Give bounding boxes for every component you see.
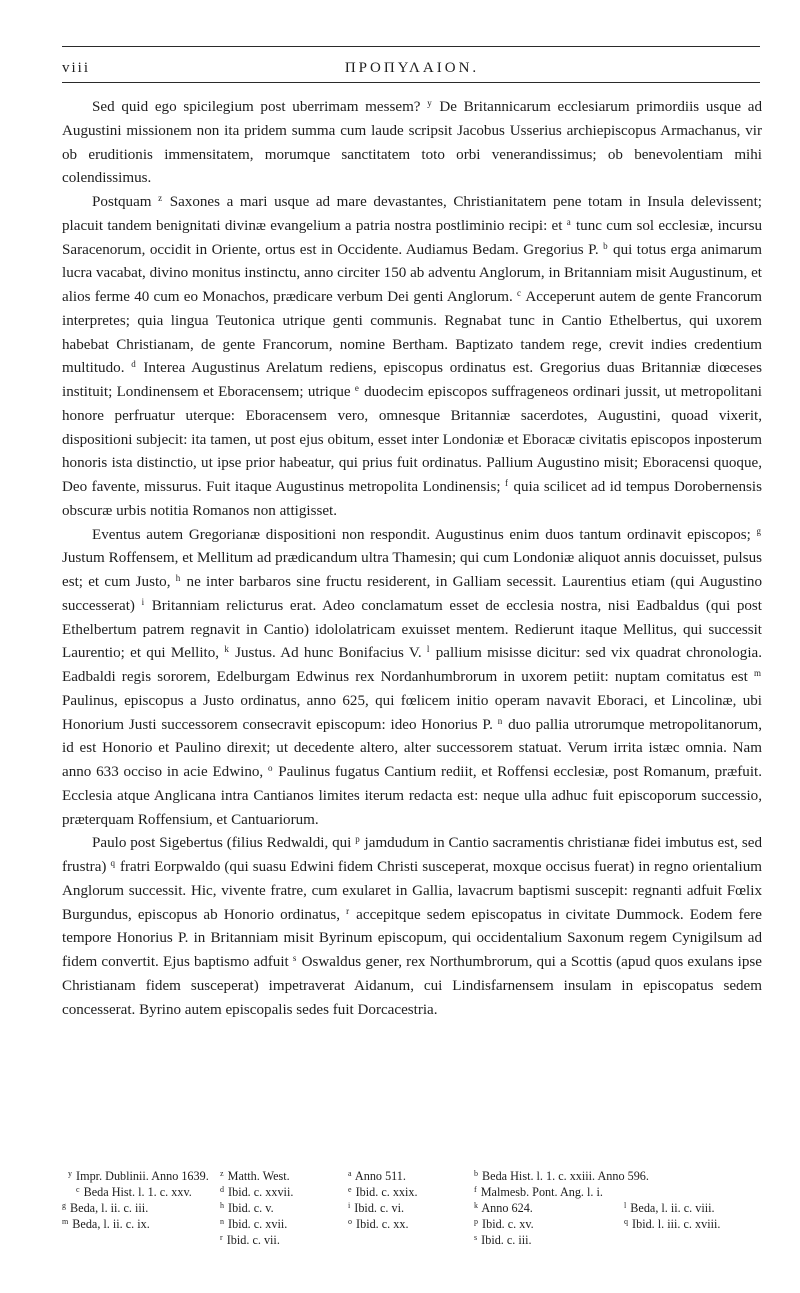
footnote-text: Anno 624. bbox=[479, 1201, 533, 1215]
text-run: fratri Eorpwaldo (qui suasu Edwini fidem Christi susceperat, moxque occisus fuerat) in regno orientalium Anglorum successit. Hic, vivente fratre, cum exularet in Gallia, lavacrum baptismi suscepit: regnanti adfuit Fœlix Burgundus, episcopus ab Honorio ordinatus, bbox=[62, 859, 762, 923]
footnote-text: Impr. Dublinii. Anno 1639. bbox=[73, 1169, 209, 1183]
footnote-marker: q bbox=[110, 858, 115, 868]
footnote-text: Ibid. c. vi. bbox=[351, 1201, 405, 1215]
footnote-text: Beda, l. ii. c. viii. bbox=[627, 1201, 715, 1215]
footnote-marker: k bbox=[224, 644, 229, 655]
footnote-text: Matth. West. bbox=[224, 1169, 290, 1183]
text-run: Oswaldus gener, rex Northumbrorum, qui a Scottis (apud quos exulans ipse Christianam fidem susceperat) impetraverat Aidanum, cui Lindisfarnensem insulam in episcopatus sedem concesserat. Byrino autem episcopalis sedes fuit Dorcacestria. bbox=[62, 954, 762, 1018]
footnote-mark: a bbox=[348, 1169, 352, 1178]
text-run: Acceperunt autem de gente Francorum interpretes; quia lingua Teutonica utrique genti communis. Regnabat tunc in Cantio Ethelbertus, qui uxorem habebat Christianam, de gente Francorum, nomine Bertham. Baptizato tandem rege, crevit indies credentium multitudo. bbox=[62, 289, 762, 377]
footnote-mark: p bbox=[474, 1217, 478, 1226]
text-run: quia scilicet ad id tempus Dorobernensis obscuræ urbis notitia Romanos non attigisset. bbox=[62, 479, 762, 519]
footnote-marker: i bbox=[141, 596, 145, 607]
paragraph bbox=[62, 832, 762, 1022]
footnote-text: Ibid. c. xvii. bbox=[225, 1217, 288, 1231]
footnote bbox=[220, 1184, 293, 1200]
footnote-mark: r bbox=[220, 1233, 223, 1242]
footnote-mark: l bbox=[624, 1201, 627, 1210]
text-run: De Britannicarum ecclesiarum primordiis usque ad Augustini missionem non ita pridem summa cum laude scripsit Jacobus Usserius archiepiscopus Armachanus, vir ob eruditionis immensitatem, morumque sanctitatem toto orbi venerandissimus; ob benevolentiam mihi colendissimus. bbox=[62, 99, 762, 187]
footnote-marker: m bbox=[753, 668, 761, 678]
text-run: Paulinus fugatus Cantium rediit, et Roffensi ecclesiæ, post Romanum, præfuit. Ecclesia atque Anglicana intra Cantianos limites iterum redacta est: neque ulla adhuc fuit episcoporum successio, præterquam Roffensium, et Cantuariorum. bbox=[62, 764, 762, 828]
footnote-text: Beda Hist. l. 1. c. xxiii. Anno 596. bbox=[479, 1169, 649, 1183]
text-run: qui totus erga animarum lucra vacabat, divino monitus instinctu, anno circiter 150 ab adventu Anglorum, in Britanniam misit Augustinum, et alios ferme 40 cum eo Monachos, prædicare verbum Dei genti Anglorum. bbox=[62, 241, 762, 305]
footnote bbox=[348, 1216, 409, 1232]
text-run: Paulinus, episcopus a Justo ordinatus, anno 625, qui fœlicem initio operam navavit Eboraci, et Lincolinæ, ubi Honorium Justi successorem consecravit episcopum: ideo Honorius P. bbox=[62, 692, 762, 733]
text-run: Eventus autem Gregorianæ dispositioni non respondit. Augustinus enim duos tantum ordinavit episcopos; bbox=[92, 526, 757, 543]
text-run: duo pallia utrorumque metropolitanorum, id est Honorio et Paulino direxit; ut decedente altero, alter successorem statuat. Verum irrita istæc omnia. Nam anno 633 occiso in acie Edwino, bbox=[62, 716, 762, 780]
footnote bbox=[474, 1168, 649, 1184]
footnote-text: Beda Hist. l. 1. c. xxv. bbox=[80, 1185, 192, 1199]
footnote bbox=[348, 1168, 406, 1184]
running-header bbox=[62, 60, 762, 82]
page-number: viii bbox=[62, 60, 91, 76]
footnote bbox=[68, 1168, 209, 1184]
text-run: duodecim episcopos suffrageneos ordinari jussit, ut metropolitani honore perfruatur uterque: Eboracensem vero, omnesque Britanniæ sacerdotes, Augustini, quoad vixerit, dispositioni subjecit: ita tamen, ut post ejus obitum, esset inter Londoniæ et Eboracæ civitatis episcopos inposterum honoris ista distinctio, ut ipse prior habeatur, qui prius fuit ordinatus. Pallium Augustino misit; Eboracensi quoque, Deo favente, missurus. Fuit itaque Augustinus metropolita Londinensis; bbox=[62, 384, 762, 495]
paragraph bbox=[62, 191, 762, 524]
footnote-marker: e bbox=[354, 383, 359, 393]
text-run: pallium misisse dicitur: sed vix quadrat chronologia. Eadbaldi regis sororem, Edelburgam Edwinus rex Nordanhumbrorum in uxorem petiit: nuptam comitatus est bbox=[62, 645, 762, 685]
footnote-text: Anno 511. bbox=[352, 1169, 406, 1183]
text-run: Postquam bbox=[92, 194, 159, 210]
footnote-marker: c bbox=[516, 288, 521, 298]
footnote bbox=[220, 1200, 274, 1216]
footnote bbox=[624, 1200, 715, 1216]
text-run: Paulo post Sigebertus (filius Redwaldi, qui bbox=[92, 835, 356, 852]
footnote-mark: b bbox=[474, 1169, 478, 1178]
footnote-mark: q bbox=[624, 1217, 628, 1226]
footnote bbox=[62, 1200, 148, 1216]
footnote-text: Ibid. c. xxix. bbox=[352, 1185, 418, 1199]
text-run: jamdudum in Cantio sacramentis christianæ fidei imbutus est, sed frustra) bbox=[62, 835, 762, 875]
footnote-mark: d bbox=[220, 1185, 224, 1194]
footnote-text: Beda, l. ii. c. ix. bbox=[69, 1217, 150, 1231]
footnote bbox=[474, 1232, 532, 1248]
footnote-mark: y bbox=[68, 1169, 72, 1178]
footnote-text: Ibid. c. v. bbox=[225, 1201, 274, 1215]
footnote-text: Malmesb. Pont. Ang. l. i. bbox=[477, 1185, 603, 1199]
footnote-text: Ibid. c. xv. bbox=[479, 1217, 534, 1231]
text-run: Saxones a mari usque ad mare devastantes, Christianitatem pene totam in Insula delevissent; placuit tandem benignitati divinæ evangelium a patria nostra postliminio recipi: et bbox=[62, 194, 762, 234]
header-rule bbox=[62, 82, 760, 83]
text-run: tunc cum sol ecclesiæ, incursu Saracenorum, occidit in Oriente, ortus est in Occidente. Audiamus Bedam. Gregorius P. bbox=[62, 217, 762, 258]
footnote-mark: o bbox=[348, 1217, 352, 1226]
footnote bbox=[474, 1216, 534, 1232]
footnote bbox=[220, 1168, 290, 1184]
paragraph bbox=[62, 524, 762, 833]
footnote bbox=[624, 1216, 720, 1232]
footnote-text: Beda, l. ii. c. iii. bbox=[67, 1201, 149, 1215]
footnote-marker: g bbox=[756, 525, 761, 536]
footnote-mark: h bbox=[220, 1201, 224, 1210]
footnote bbox=[220, 1232, 280, 1248]
footnote-marker: z bbox=[158, 193, 163, 203]
footnote bbox=[474, 1184, 603, 1200]
footnote-mark: e bbox=[348, 1185, 352, 1194]
top-rule bbox=[62, 46, 760, 47]
text-run: ne inter barbaros sine fructu residerent, in Galliam secessit. Laurentius etiam (qui Augustino successerat) bbox=[62, 574, 762, 614]
footnote-marker: d bbox=[131, 359, 136, 370]
footnote-marker: n bbox=[497, 715, 503, 726]
text-run: accepitque sedem episcopatus in civitate Dummock. Eodem fere tempore Honorius P. in Britanniam misit Byrinum episcopum, qui occidentalium Saxonum regem Cynigilsum ad fidem convertit. Ejus baptismo adfuit bbox=[62, 906, 762, 970]
footnote-mark: z bbox=[220, 1169, 224, 1178]
footnote bbox=[76, 1184, 192, 1200]
footnote-text: Ibid. l. iii. c. xviii. bbox=[629, 1217, 721, 1231]
footnote bbox=[348, 1184, 418, 1200]
footnote-marker: f bbox=[505, 478, 508, 488]
running-title: ΠΡΟΠΥΛΑΙΟΝ. bbox=[344, 60, 480, 76]
footnote-marker: h bbox=[175, 573, 181, 583]
text-run: Sed quid ego spicilegium post uberrimam messem? bbox=[92, 99, 428, 115]
footnote-text: Ibid. c. iii. bbox=[478, 1233, 532, 1247]
footnote bbox=[348, 1200, 404, 1216]
footnote-mark: n bbox=[220, 1217, 224, 1226]
footnote-marker: s bbox=[292, 953, 297, 963]
footnote bbox=[62, 1216, 150, 1232]
text-run: Justum Roffensem, et Mellitum ad prædicandum ultra Thamesin; qui cum Londoniæ aliquot annis docuisset, pulsus est; et cum Justo, bbox=[62, 550, 762, 590]
footnote-text: Ibid. c. xx. bbox=[353, 1217, 409, 1231]
text-run: Britanniam relicturus erat. Adeo conclamatum esset de ecclesia nostra, nisi Eadbaldus (qui post Ethelbertum patrem regnavit in Cantio) idololatricam exuisset mentem. Redierunt itaque Mellitus, qui successit Laurentio; et qui Mellito, bbox=[62, 597, 763, 662]
text-run: Interea Augustinus Arelatum rediens, episcopus ordinatus est. Gregorius duas Britanniæ diœceses instituit; Londinensem et Eboracensem; utrique bbox=[62, 360, 763, 400]
footnote-marker: r bbox=[346, 905, 350, 916]
footnote-mark: g bbox=[62, 1201, 66, 1210]
footnote-mark: i bbox=[348, 1201, 351, 1210]
text-run: Justus. Ad hunc Bonifacius V. bbox=[229, 645, 427, 662]
paragraph bbox=[62, 96, 762, 191]
footnote-marker: o bbox=[267, 763, 273, 773]
footnote-marker: l bbox=[426, 644, 430, 655]
body-text bbox=[62, 96, 762, 1022]
footnote-marker: b bbox=[603, 240, 608, 251]
footnote-mark: f bbox=[474, 1185, 477, 1194]
footnote-text: Ibid. c. vii. bbox=[223, 1233, 280, 1247]
footnote bbox=[220, 1216, 287, 1232]
footnote-mark: m bbox=[62, 1217, 69, 1226]
footnote-mark: k bbox=[474, 1201, 478, 1210]
footnote-text: Ibid. c. xxvii. bbox=[225, 1185, 294, 1199]
footnote-marker: y bbox=[427, 98, 432, 108]
footnote-marker: p bbox=[355, 834, 360, 845]
footnotes bbox=[62, 1168, 774, 1264]
footnote bbox=[474, 1200, 533, 1216]
footnote-mark: s bbox=[474, 1233, 478, 1242]
footnote-marker: a bbox=[566, 216, 571, 227]
footnote-mark: c bbox=[76, 1185, 80, 1194]
